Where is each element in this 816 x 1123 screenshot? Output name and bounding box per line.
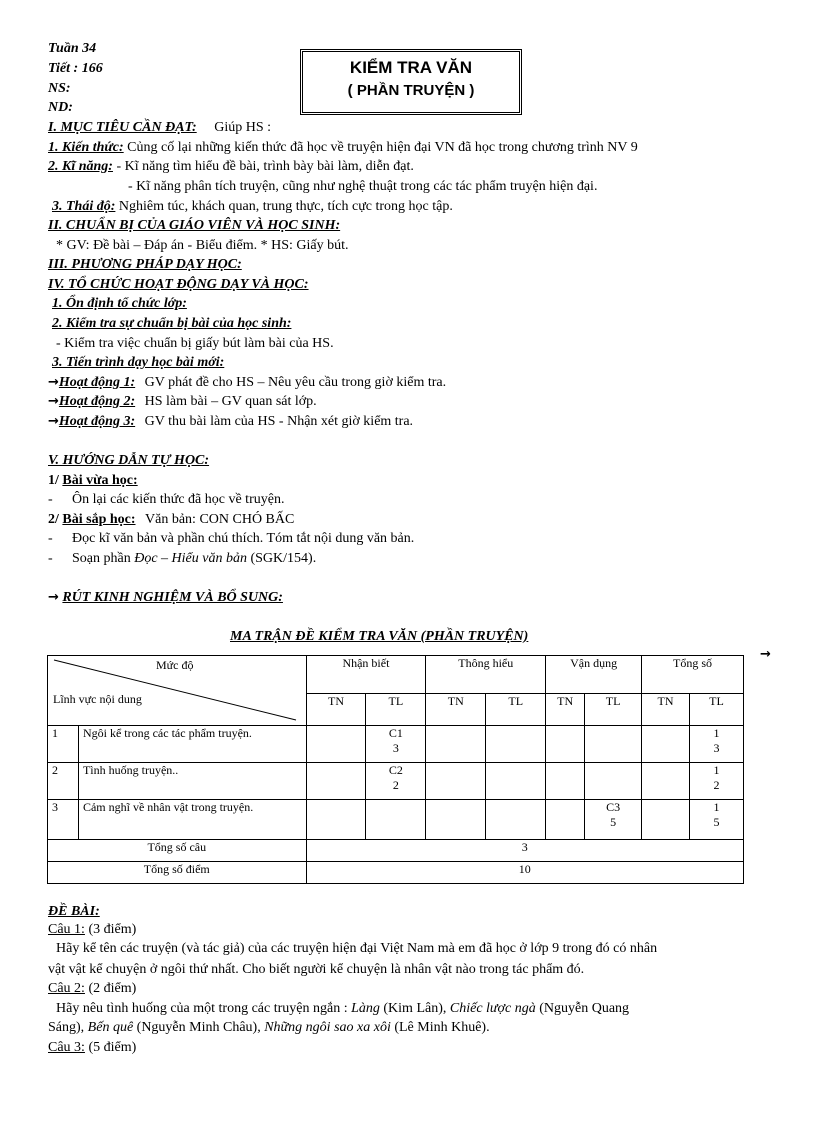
step-3: 3. Tiến trình dạy học bài mới: bbox=[52, 355, 225, 370]
section-4-heading: IV. TỔ CHỨC HOẠT ĐỘNG DẠY VÀ HỌC: bbox=[48, 277, 309, 292]
next-lesson bbox=[48, 511, 294, 529]
level-header: Nhận biết bbox=[306, 656, 426, 694]
matrix-cell bbox=[642, 726, 690, 763]
question-2-header bbox=[48, 980, 136, 998]
total-points-value: 10 bbox=[306, 862, 743, 884]
matrix-cell bbox=[585, 726, 642, 763]
matrix-cell bbox=[486, 726, 546, 763]
matrix-row bbox=[48, 726, 744, 763]
sub-header: TL bbox=[585, 694, 642, 726]
rkn-line bbox=[48, 589, 283, 607]
matrix-cell bbox=[366, 800, 426, 840]
knowledge-label: 1. Kiến thức: bbox=[48, 140, 124, 155]
question-1-label: Câu 1: bbox=[48, 922, 85, 937]
arrow-right-icon: → bbox=[48, 590, 59, 605]
matrix-cell: 1 5 bbox=[689, 800, 743, 840]
corner-bottom: Lĩnh vực nội dung bbox=[53, 692, 142, 706]
matrix-cell bbox=[585, 763, 642, 800]
total-questions-value: 3 bbox=[306, 840, 743, 862]
arrow-right-icon: → bbox=[48, 394, 59, 409]
q2-work-2: Chiếc lược ngà bbox=[449, 1001, 536, 1016]
matrix-cell: C1 3 bbox=[366, 726, 426, 763]
section-1 bbox=[48, 119, 271, 137]
activity-2-text: HS làm bài – GV quan sát lớp. bbox=[144, 394, 317, 409]
step-2: 2. Kiểm tra sự chuẩn bị bài của học sinh: bbox=[52, 316, 292, 331]
matrix-cell bbox=[486, 800, 546, 840]
page-title: KIỂM TRA VĂN bbox=[349, 58, 473, 77]
activity-2-label: Hoạt động 2: bbox=[58, 394, 136, 409]
level-header: Thông hiểu bbox=[426, 656, 546, 694]
next-lesson-item-2: - Soạn phần Đọc – Hiểu văn bản (SGK/154). bbox=[48, 551, 317, 566]
next-lesson-item-1-text: Đọc kĩ văn bản và phần chú thích. Tóm tắt nội dung văn bản. bbox=[72, 531, 415, 546]
matrix-cell: C3 5 bbox=[585, 800, 642, 840]
activity-1 bbox=[48, 374, 446, 392]
skill-label: 2. Kĩ năng: bbox=[48, 159, 113, 174]
section-1-tail: Giúp HS : bbox=[214, 120, 271, 135]
skill-text-2: - Kĩ năng phân tích truyện, cũng như nghệ thuật trong các tác phẩm truyện hiện đại. bbox=[128, 179, 598, 194]
row-content: Ngôi kể trong các tác phẩm truyện. bbox=[78, 726, 306, 763]
matrix-cell: C2 2 bbox=[366, 763, 426, 800]
attitude-line bbox=[52, 198, 453, 216]
next-lesson-item-2-post: (SGK/154). bbox=[246, 551, 317, 566]
attitude-label: 3. Thái độ: bbox=[52, 199, 116, 214]
next-lesson-text: Văn bản: CON CHÓ BẤC bbox=[145, 512, 295, 527]
q2-part-a: Hãy nêu tình huống của một trong các truyện ngắn : bbox=[56, 1001, 352, 1016]
section-5-heading: V. HƯỚNG DẪN TỰ HỌC: bbox=[48, 453, 210, 468]
activity-1-label: Hoạt động 1: bbox=[58, 375, 136, 390]
page-subtitle: ( PHẦN TRUYỆN ) bbox=[347, 82, 475, 99]
matrix-table bbox=[47, 655, 744, 884]
matrix-cell bbox=[546, 763, 585, 800]
matrix-row bbox=[48, 763, 744, 800]
next-lesson-item-2-em: Đọc – Hiểu văn bản bbox=[134, 551, 247, 566]
arrow-right-icon: → bbox=[760, 647, 771, 662]
sub-header: TN bbox=[426, 694, 486, 726]
matrix-cell: 1 2 bbox=[689, 763, 743, 800]
q2-part-d: Sáng), bbox=[48, 1020, 88, 1035]
level-header: Vận dụng bbox=[546, 656, 642, 694]
matrix-cell bbox=[426, 763, 486, 800]
activity-1-text: GV phát đề cho HS – Nêu yêu cầu trong giờ kiểm tra. bbox=[144, 375, 447, 390]
sub-header: TL bbox=[366, 694, 426, 726]
skill-line bbox=[48, 158, 414, 176]
knowledge-line bbox=[48, 139, 638, 157]
arrow-right-icon: → bbox=[48, 414, 59, 429]
q2-work-1: Làng bbox=[351, 1001, 380, 1016]
section-2-heading: II. CHUẨN BỊ CỦA GIÁO VIÊN VÀ HỌC SINH: bbox=[48, 218, 341, 233]
row-content: Tình huống truyện.. bbox=[78, 763, 306, 800]
matrix-cell bbox=[306, 726, 366, 763]
arrow-right-icon: → bbox=[48, 375, 59, 390]
ns-label: NS: bbox=[48, 81, 71, 96]
nd-label: ND: bbox=[48, 100, 73, 115]
matrix-cell bbox=[426, 800, 486, 840]
q2-part-f: (Lê Minh Khuê). bbox=[390, 1020, 490, 1035]
matrix-cell bbox=[486, 763, 546, 800]
activity-3-text: GV thu bài làm của HS - Nhận xét giờ kiểm tra. bbox=[144, 414, 414, 429]
title-box bbox=[300, 49, 522, 115]
matrix-cell bbox=[642, 763, 690, 800]
attitude-text: Nghiêm túc, khách quan, trung thực, tích cực trong học tập. bbox=[118, 199, 453, 214]
question-3-header bbox=[48, 1039, 136, 1057]
q2-work-4: Những ngôi sao xa xôi bbox=[264, 1020, 391, 1035]
total-questions-label: Tổng số câu bbox=[48, 840, 307, 862]
matrix-cell bbox=[546, 726, 585, 763]
prev-lesson-item-text: Ôn lại các kiến thức đã học về truyện. bbox=[72, 492, 285, 507]
sub-header: TN bbox=[306, 694, 366, 726]
next-lesson-item-1: - Đọc kĩ văn bản và phần chú thích. Tóm tắt nội dung văn bản. bbox=[48, 531, 415, 546]
question-2-label: Câu 2: bbox=[48, 981, 85, 996]
matrix-title: MA TRẬN ĐỀ KIỂM TRA VĂN (PHẦN TRUYỆN) bbox=[230, 629, 529, 644]
question-2-text-1 bbox=[56, 1000, 629, 1018]
prev-lesson-label: Bài vừa học: bbox=[62, 473, 138, 488]
period-label: Tiết : 166 bbox=[48, 61, 103, 76]
row-number: 2 bbox=[48, 763, 79, 800]
question-2-text-2 bbox=[48, 1019, 490, 1037]
total-points-label: Tổng số điểm bbox=[48, 862, 307, 884]
corner-top: Mức độ bbox=[156, 658, 194, 672]
exam-heading: ĐỀ BÀI: bbox=[48, 904, 100, 919]
rkn-heading: RÚT KINH NGHIỆM VÀ BỔ SUNG: bbox=[62, 590, 283, 605]
matrix-row bbox=[48, 800, 744, 840]
sub-header: TL bbox=[689, 694, 743, 726]
matrix-cell bbox=[642, 800, 690, 840]
matrix-cell: 1 3 bbox=[689, 726, 743, 763]
step-1: 1. Ổn định tổ chức lớp: bbox=[52, 296, 187, 311]
row-content: Cảm nghĩ về nhân vật trong truyện. bbox=[78, 800, 306, 840]
next-lesson-item-2-pre: Soạn phần bbox=[72, 551, 135, 566]
question-1-text-2: vật vật kể chuyện ở ngôi thứ nhất. Cho biết người kể chuyện là nhân vật nào trong tác phẩm đó. bbox=[48, 962, 585, 977]
row-number: 3 bbox=[48, 800, 79, 840]
activity-3-label: Hoạt động 3: bbox=[58, 414, 136, 429]
q2-part-e: (Nguyễn Minh Châu), bbox=[133, 1020, 265, 1035]
question-3-label: Câu 3: bbox=[48, 1040, 85, 1055]
next-lesson-label: Bài sắp học: bbox=[62, 512, 136, 527]
matrix-cell bbox=[306, 763, 366, 800]
matrix-cell bbox=[546, 800, 585, 840]
section-2-text: * GV: Đề bài – Đáp án - Biểu điểm. * HS: Giấy bút. bbox=[56, 238, 349, 253]
sub-header: TL bbox=[486, 694, 546, 726]
sub-header: TN bbox=[642, 694, 690, 726]
matrix-corner bbox=[48, 656, 307, 726]
question-1-score: (3 điểm) bbox=[88, 922, 137, 937]
activity-2 bbox=[48, 393, 317, 411]
level-header: Tổng số bbox=[642, 656, 744, 694]
knowledge-text: Củng cố lại những kiến thức đã học về truyện hiện đại VN đã học trong chương trình NV 9 bbox=[127, 140, 638, 155]
sub-header: TN bbox=[546, 694, 585, 726]
row-number: 1 bbox=[48, 726, 79, 763]
prev-lesson-num: 1/ bbox=[48, 473, 59, 488]
question-1-text-1: Hãy kể tên các truyện (và tác giả) của các truyện hiện đại Việt Nam mà em đã học ở lớp 9 trong đó có nhân bbox=[56, 941, 658, 956]
skill-text-1: - Kĩ năng tìm hiểu đề bài, trình bày bài làm, diễn đạt. bbox=[116, 159, 414, 174]
step-2-text: - Kiểm tra việc chuẩn bị giấy bút làm bài của HS. bbox=[56, 336, 334, 351]
q2-part-b: (Kim Lân), bbox=[379, 1001, 450, 1016]
matrix-cell bbox=[426, 726, 486, 763]
question-1-header bbox=[48, 921, 136, 939]
q2-part-c: (Nguyễn Quang bbox=[535, 1001, 630, 1016]
question-3-score: (5 điểm) bbox=[88, 1040, 137, 1055]
section-1-heading: I. MỤC TIÊU CẦN ĐẠT: bbox=[48, 120, 197, 135]
prev-lesson-item: - Ôn lại các kiến thức đã học về truyện. bbox=[48, 492, 285, 507]
section-3-heading: III. PHƯƠNG PHÁP DẠY HỌC: bbox=[48, 257, 242, 272]
activity-3 bbox=[48, 413, 413, 431]
prev-lesson bbox=[48, 472, 138, 490]
matrix-cell bbox=[306, 800, 366, 840]
next-lesson-num: 2/ bbox=[48, 512, 59, 527]
q2-work-3: Bến quê bbox=[87, 1020, 134, 1035]
week-label: Tuần 34 bbox=[48, 41, 97, 56]
question-2-score: (2 điểm) bbox=[88, 981, 137, 996]
